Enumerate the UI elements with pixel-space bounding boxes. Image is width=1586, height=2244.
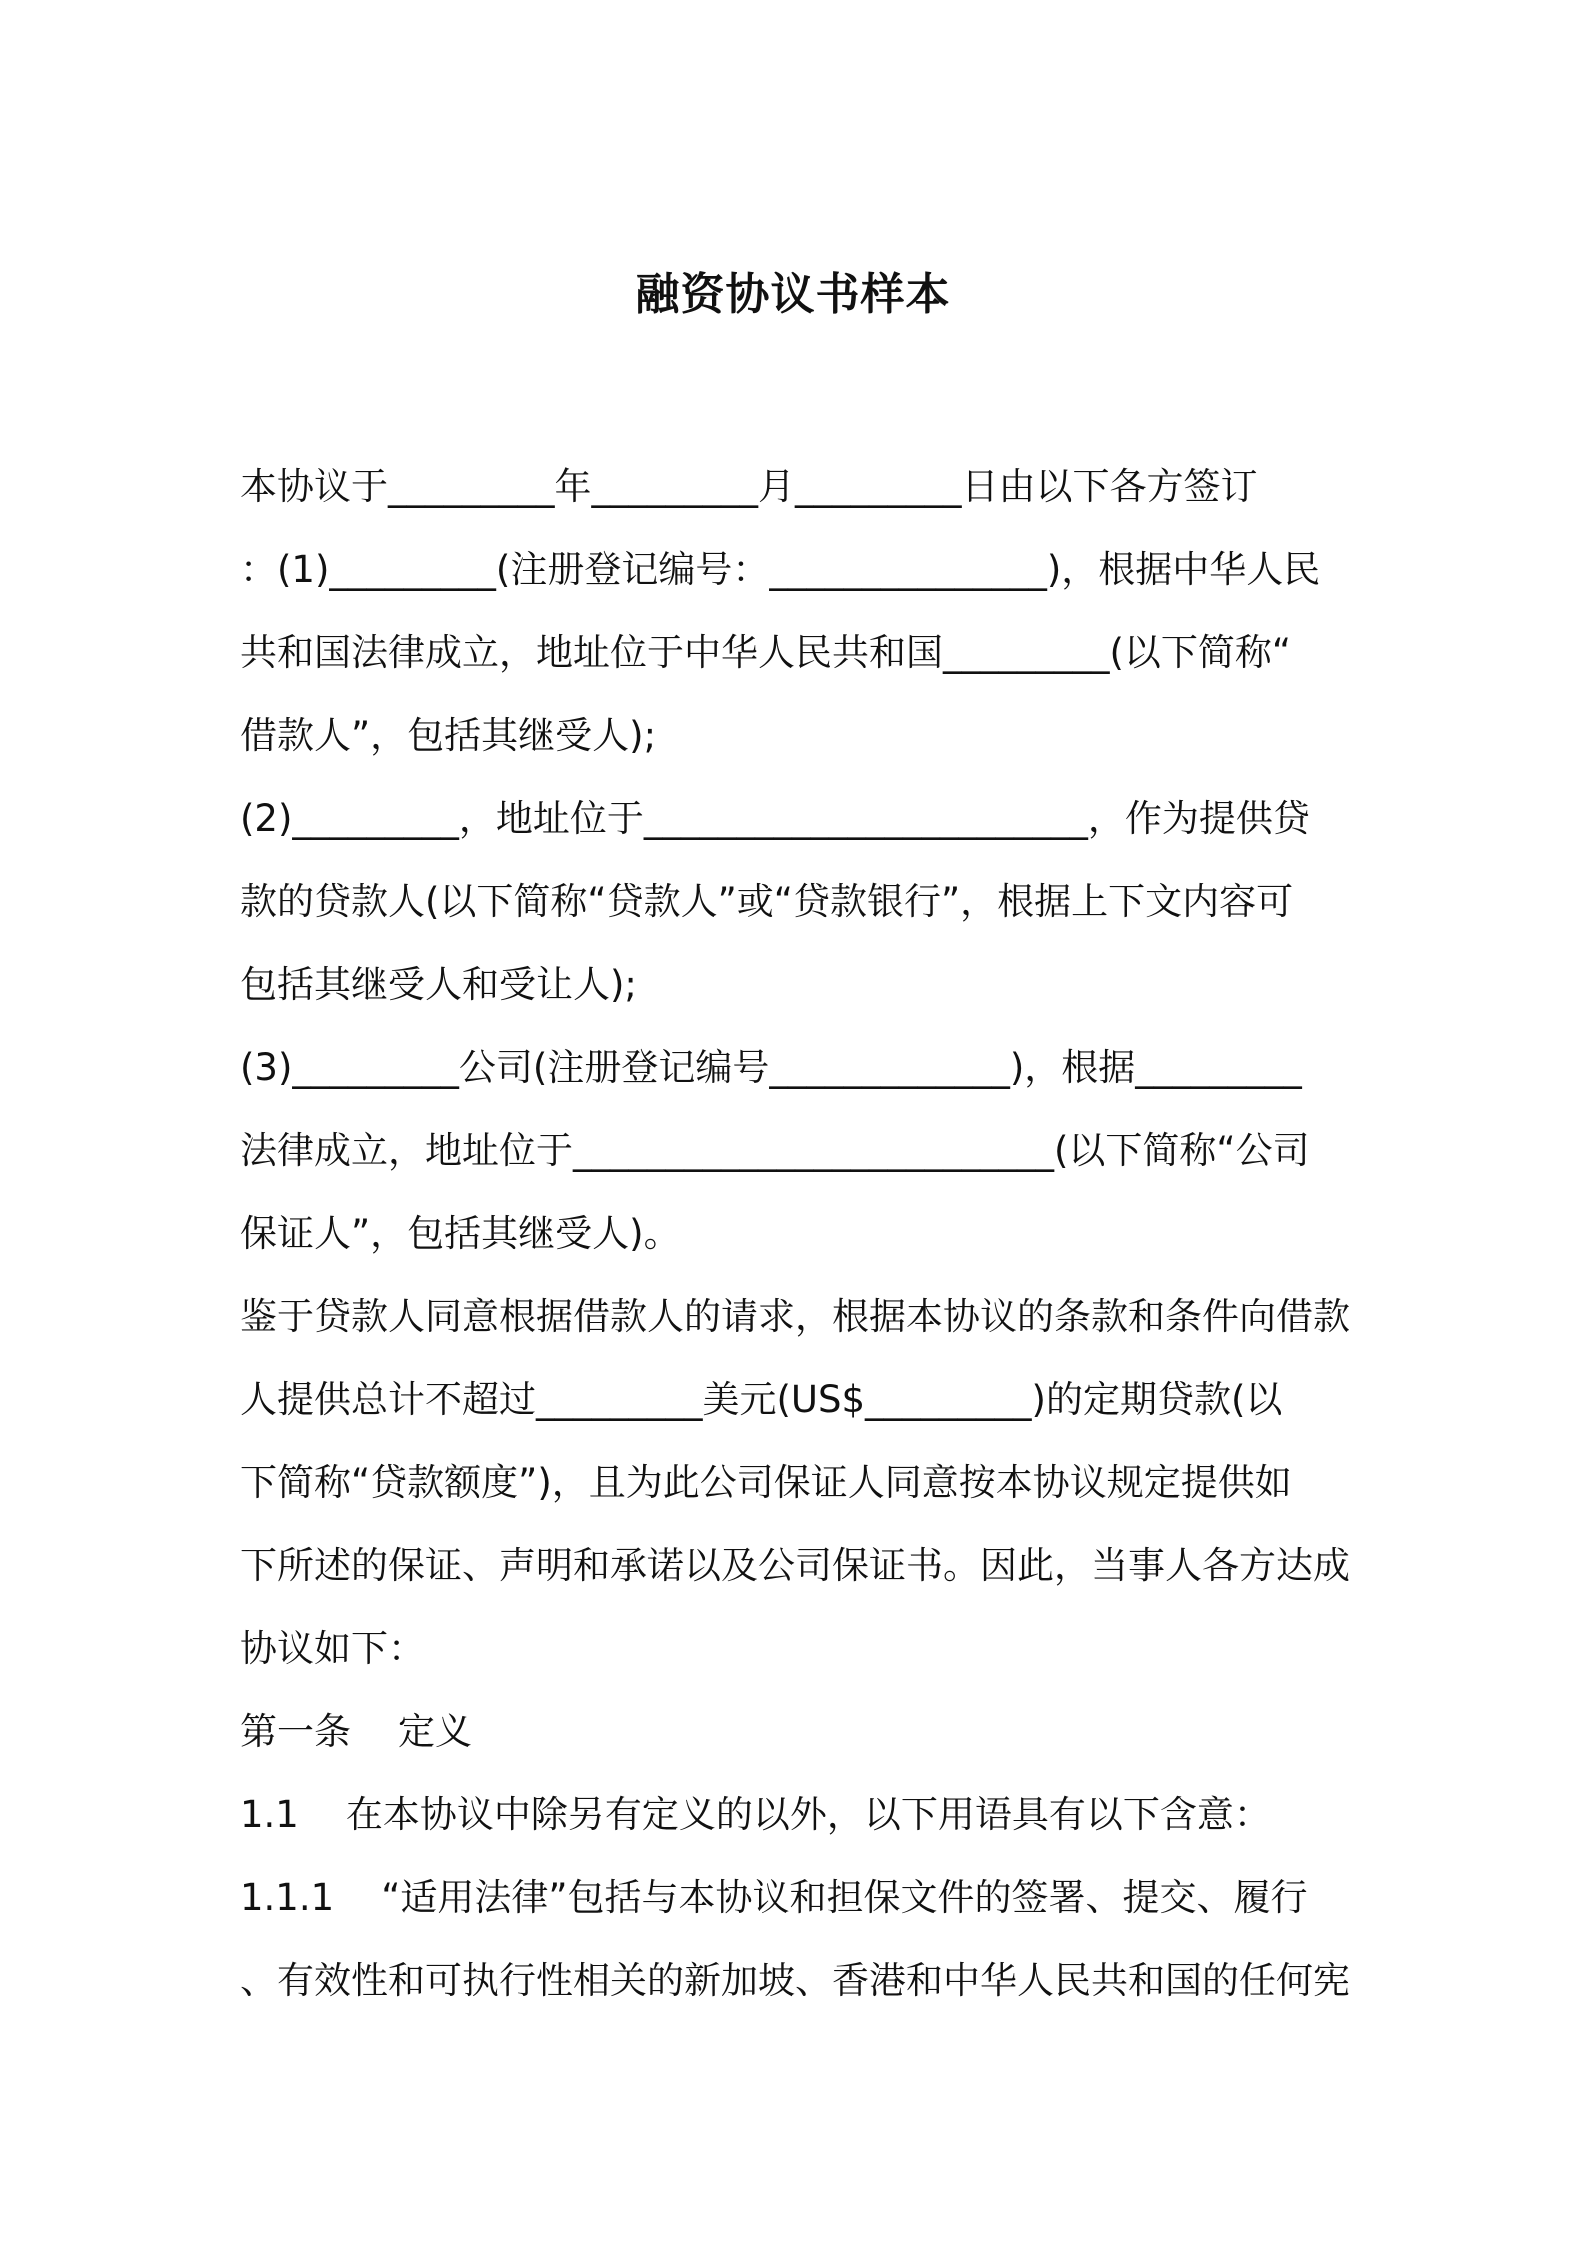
text-line: 款的贷款人(以下简称“贷款人”或“贷款银行”，根据上下文内容可 — [240, 880, 1294, 923]
text-line: 下简称“贷款额度”)，且为此公司保证人同意按本协议规定提供如 — [240, 1461, 1292, 1504]
text-line: ：(1)_________(注册登记编号：_______________)，根据中华人民 — [240, 548, 1321, 591]
text-line: (3)_________公司(注册登记编号_____________)，根据_________ — [240, 1046, 1302, 1089]
text-line: 鉴于贷款人同意根据借款人的请求，根据本协议的条款和条件向借款 — [240, 1295, 1350, 1338]
section-heading: 第一条 定义 — [240, 1710, 473, 1753]
text-line: 本协议于_________年_________月_________日由以下各方签订 — [240, 465, 1258, 508]
text-line: 共和国法律成立，地址位于中华人民共和国_________(以下简称“ — [240, 631, 1292, 674]
document-title: 融资协议书样本 — [635, 269, 951, 320]
text-line: 借款人”，包括其继受人); — [240, 714, 657, 757]
clause-line: 1.1.1 “适用法律”包括与本协议和担保文件的签署、提交、履行 — [240, 1876, 1308, 1919]
text-line: 下所述的保证、声明和承诺以及公司保证书。因此，当事人各方达成 — [240, 1544, 1350, 1587]
text-line: 保证人”，包括其继受人)。 — [240, 1212, 681, 1255]
text-line: 人提供总计不超过_________美元(US$_________)的定期贷款(以 — [240, 1378, 1283, 1421]
text-line: 法律成立，地址位于__________________________(以下简称“公司 — [240, 1129, 1310, 1172]
text-line: 包括其继受人和受让人); — [240, 963, 637, 1006]
text-line: 协议如下： — [240, 1627, 425, 1670]
text-line: 、有效性和可执行性相关的新加坡、香港和中华人民共和国的任何宪 — [240, 1959, 1350, 2002]
text-line: (2)_________，地址位于________________________，作为提供贷 — [240, 797, 1310, 840]
clause-line: 1.1 在本协议中除另有定义的以外，以下用语具有以下含意： — [240, 1793, 1271, 1836]
